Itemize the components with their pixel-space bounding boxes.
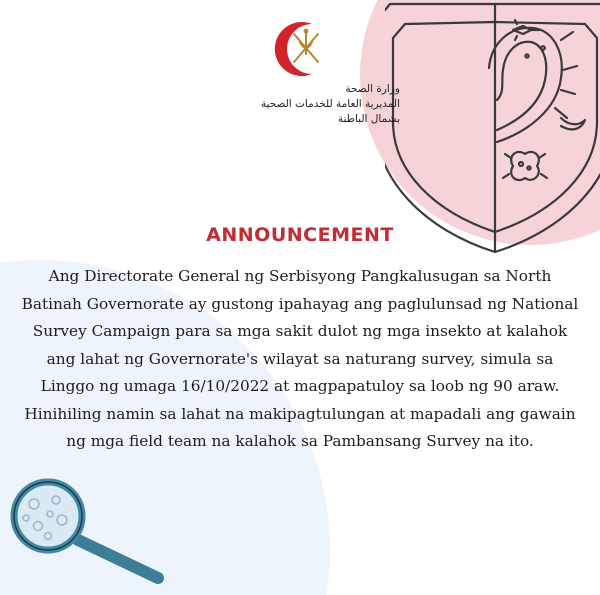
body-line: Linggo ng umaga 16/10/2022 at magpapatuloy sa loob ng 90 araw. xyxy=(40,377,560,395)
body-line: ng mga field team na kalahok sa Pambansang Survey na ito. xyxy=(66,432,534,450)
announcement-body xyxy=(8,263,592,456)
shield-germ-icon xyxy=(385,0,600,260)
ministry-line: المديرية العامة للخدمات الصحية xyxy=(260,98,400,110)
announcement-heading: ANNOUNCEMENT xyxy=(206,224,394,246)
body-line: Survey Campaign para sa mga sakit dulot ng mga insekto at kalahok xyxy=(32,322,568,340)
body-line: Ang Directorate General ng Serbisyong Pangkalusugan sa North xyxy=(48,267,552,285)
ministry-logo-icon xyxy=(272,18,334,80)
ministry-name xyxy=(210,82,400,127)
ministry-line: بشمال الباطنة xyxy=(337,113,400,125)
body-line: ang lahat ng Governorate's wilayat sa naturang survey, simula sa xyxy=(46,349,554,368)
ministry-line: وزارة الصحة xyxy=(345,83,400,95)
magnifying-glass-icon xyxy=(8,478,168,588)
body-line: Hinihiling namin sa lahat na makipagtulungan at mapadali ang gawain xyxy=(24,404,576,423)
body-line: Batinah Governorate ay gustong ipahayag ang paglulunsad ng National xyxy=(21,294,579,313)
